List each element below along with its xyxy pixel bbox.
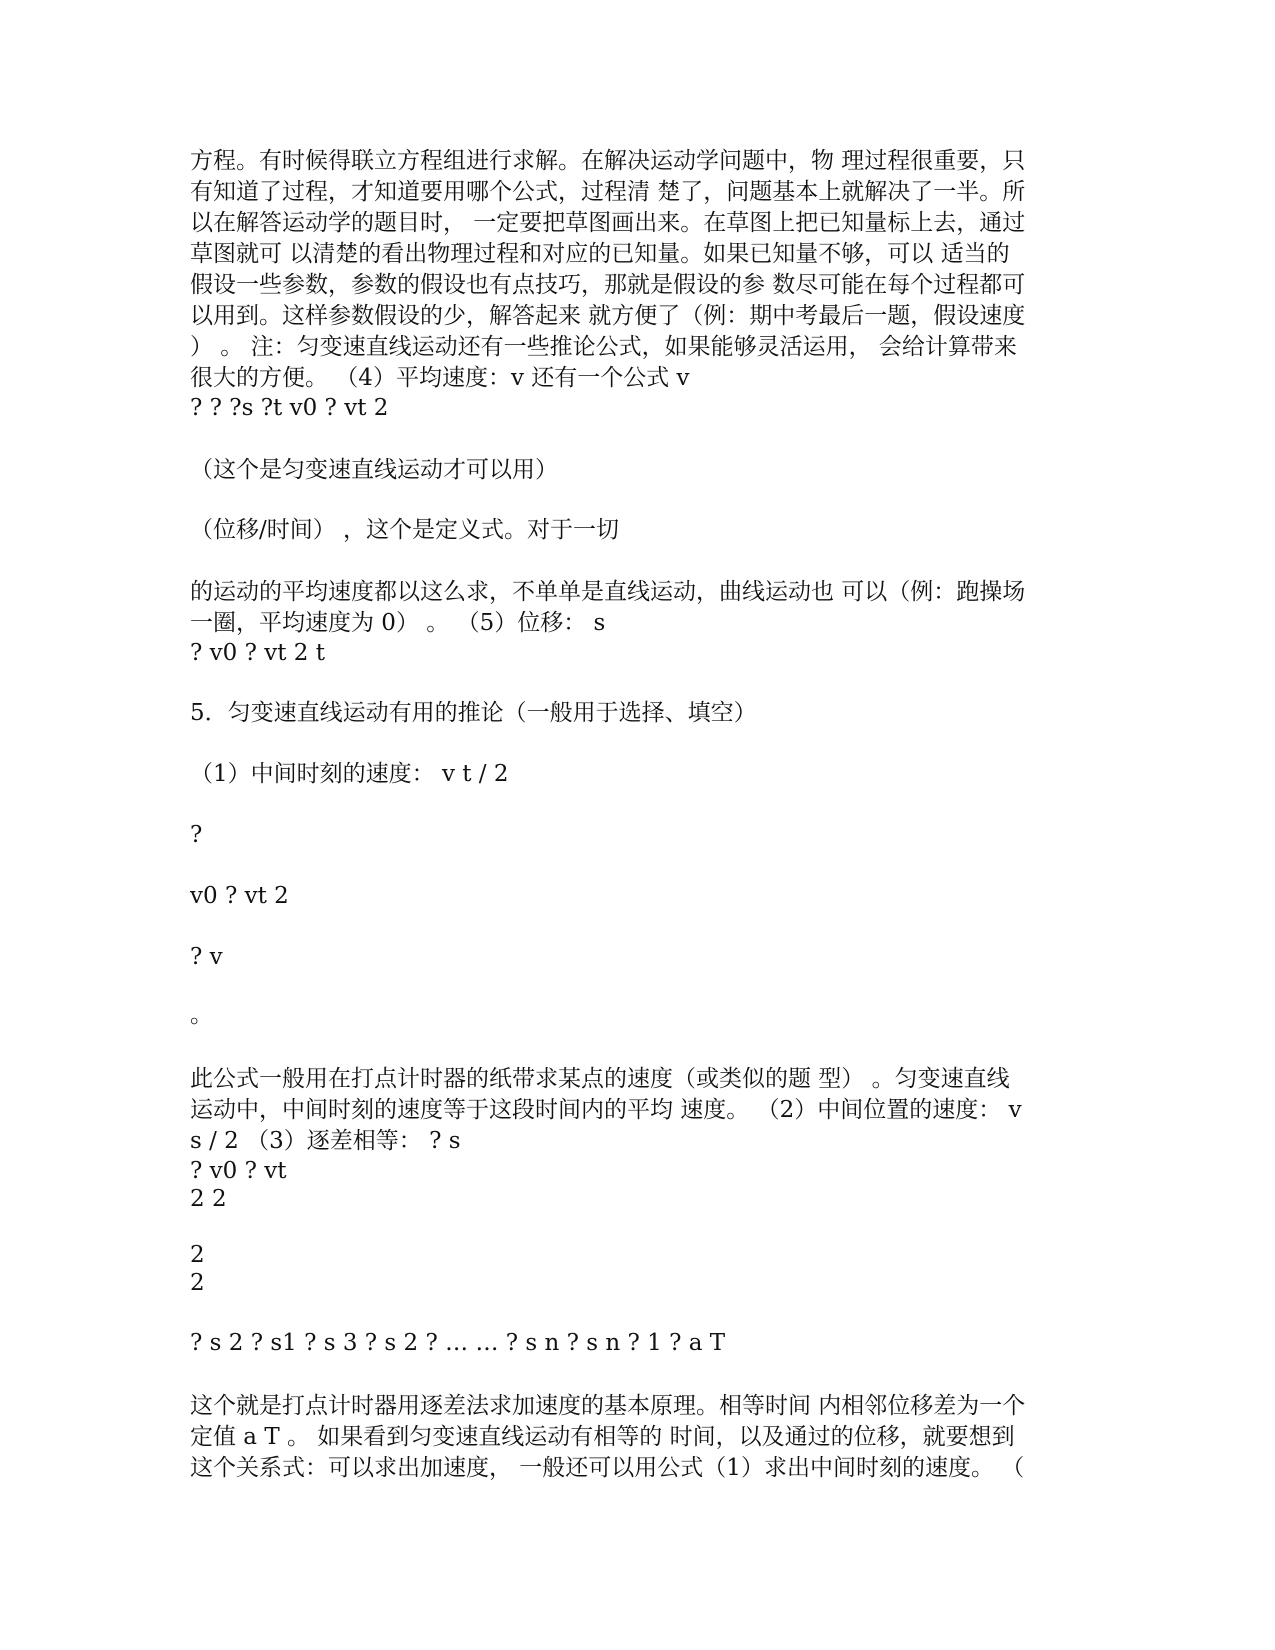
text-line: 以在解答运动学的题目时， 一定要把草图画出来。在草图上把已知量标上去，通过	[190, 210, 1026, 236]
formula-line: ? ? ?s ?t v0 ? vt 2	[190, 395, 389, 421]
text-line: ） 。 注：匀变速直线运动还有一些推论公式，如果能够灵活运用， 会给计算带来	[190, 334, 1017, 360]
text-line: 有知道了过程，才知道要用哪个公式，过程清 楚了，问题基本上就解决了一半。所	[190, 179, 1026, 205]
text-line: 一圈，平均速度为 0） 。 （5）位移： s	[190, 610, 606, 636]
text-line: 的运动的平均速度都以这么求，不单单是直线运动，曲线运动也 可以（例：跑操场	[190, 579, 1026, 605]
formula-line: ? v	[190, 944, 223, 970]
text-line: 运动中，中间时刻的速度等于这段时间内的平均 速度。 （2）中间位置的速度： v	[190, 1097, 1022, 1123]
text-line: 假设一些参数，参数的假设也有点技巧，那就是假设的参 数尽可能在每个过程都可	[190, 272, 1026, 298]
formula-line: ? v0 ? vt 2 t	[190, 640, 325, 666]
formula-line: ?	[190, 822, 203, 848]
text-line: 以用到。这样参数假设的少，解答起来 就方便了（例：期中考最后一题，假设速度	[190, 303, 1026, 329]
formula-line: 2	[190, 1270, 205, 1296]
text-line: 这个就是打点计时器用逐差法求加速度的基本原理。相等时间 内相邻位移差为一个	[190, 1393, 1026, 1419]
text-line: 很大的方便。 （4）平均速度：v 还有一个公式 v	[190, 365, 690, 391]
text-line: （这个是匀变速直线运动才可以用）	[190, 457, 558, 483]
text-line: （位移/时间） ，这个是定义式。对于一切	[190, 517, 620, 543]
text-line: 方程。有时候得联立方程组进行求解。在解决运动学问题中，物 理过程很重要，只	[190, 148, 1026, 174]
formula-line: ? v0 ? vt	[190, 1158, 287, 1184]
text-line: 这个关系式：可以求出加速度， 一般还可以用公式（1）求出中间时刻的速度。 （	[190, 1455, 1025, 1481]
text-line: 此公式一般用在打点计时器的纸带求某点的速度（或类似的题 型） 。匀变速直线	[190, 1066, 1010, 1092]
text-line: s / 2 （3）逐差相等： ? s	[190, 1128, 461, 1154]
text-line: （1）中间时刻的速度： v t / 2	[190, 761, 509, 787]
formula-line: 2	[190, 1242, 205, 1268]
text-line: 。	[190, 1002, 213, 1028]
text-line: 定值 a T 。 如果看到匀变速直线运动有相等的 时间，以及通过的位移，就要想到	[190, 1424, 1015, 1450]
formula-line: ? s 2 ? s1 ? s 3 ? s 2 ? … … ? s n ? s n ? 1 ? a T	[190, 1330, 726, 1356]
formula-line: v0 ? vt 2	[190, 883, 289, 909]
text-line: 草图就可 以清楚的看出物理过程和对应的已知量。如果已知量不够，可以 适当的	[190, 241, 1010, 267]
section-heading: 5．匀变速直线运动有用的推论（一般用于选择、填空）	[190, 700, 757, 726]
formula-line: 2 2	[190, 1186, 227, 1212]
